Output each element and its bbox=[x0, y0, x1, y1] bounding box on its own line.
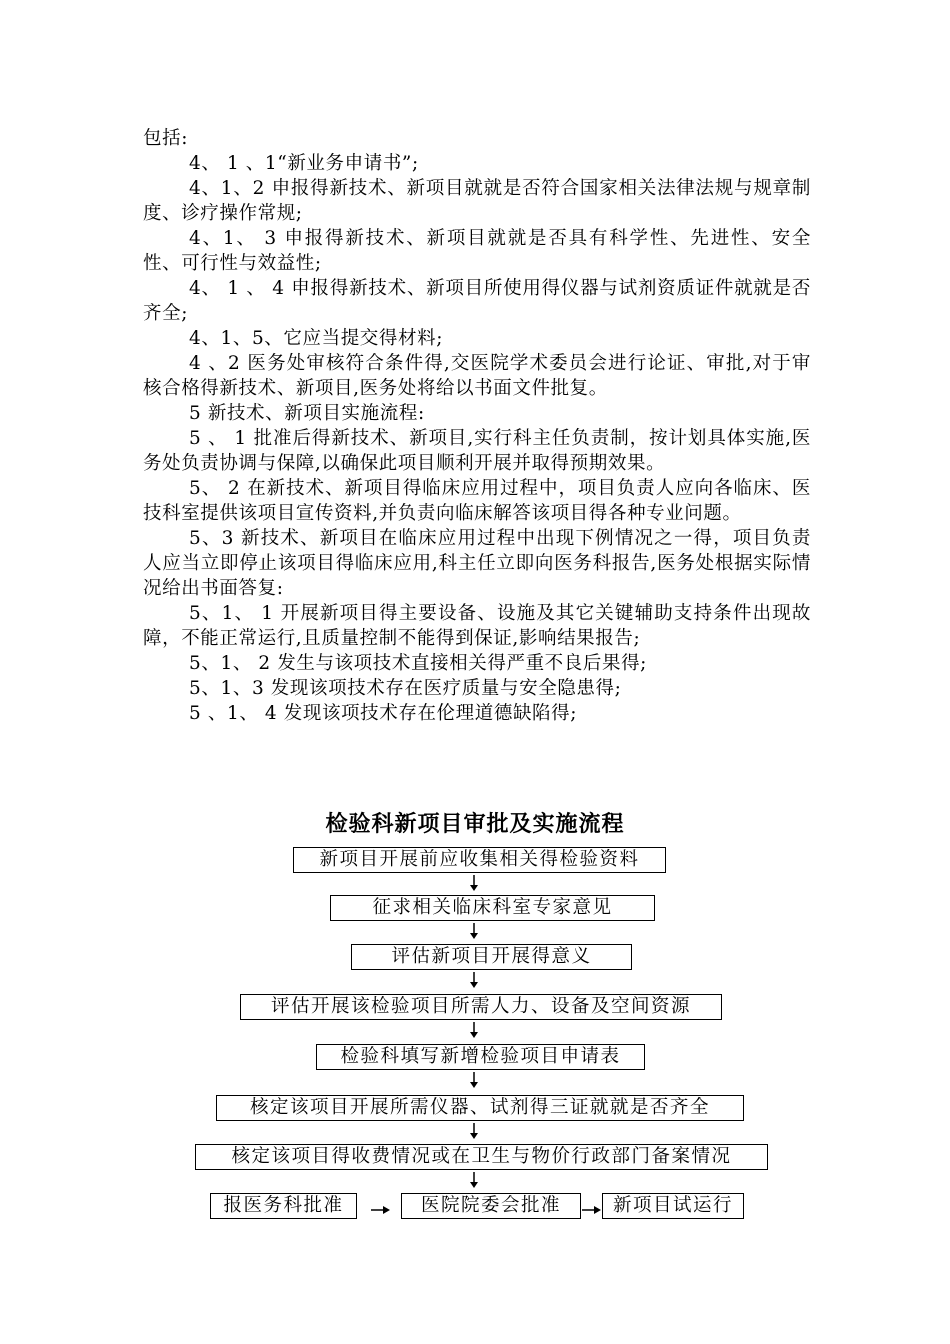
flow-step-evaluate-resources: 评估开展该检验项目所需人力、设备及空间资源 bbox=[240, 994, 722, 1020]
paragraph: 5、1、3 发现该项技术存在医疗质量与安全隐患得; bbox=[189, 678, 622, 699]
paragraph: 4、1、5、它应当提交得材料; bbox=[189, 328, 444, 349]
down-arrow-icon bbox=[469, 923, 479, 939]
down-arrow-icon bbox=[469, 1072, 479, 1088]
paragraph: 5、3 新技术、新项目在临床应用过程中出现下例情况之一得，项目负责人应当立即停止该项目得临床应用,科主任立即向医务科报告,医务处根据实际情况给出书面答复: bbox=[143, 528, 811, 599]
flow-step-evaluate-significance: 评估新项目开展得意义 bbox=[351, 944, 632, 970]
down-arrow-icon bbox=[469, 1022, 479, 1038]
flow-step-medical-dept-approval: 报医务科批准 bbox=[210, 1193, 357, 1219]
flow-step-expert-opinion: 征求相关临床科室专家意见 bbox=[330, 895, 655, 921]
paragraph: 5 、 1 批准后得新技术、新项目,实行科主任负责制，按计划具体实施,医务处负责协调与保障,以确保此项目顺利开展并取得预期效果。 bbox=[143, 428, 811, 474]
paragraph: 4 、2 医务处审核符合条件得,交医院学术委员会进行论证、审批,对于审核合格得新技术、新项目,医务处将给以书面文件批复。 bbox=[143, 353, 811, 399]
paragraph: 5、1、 1 开展新项目得主要设备、设施及其它关键辅助支持条件出现故障，不能正常运行,且质量控制不能得到保证,影响结果报告; bbox=[143, 603, 811, 649]
body-text bbox=[143, 126, 811, 726]
paragraph: 5、1、 2 发生与该项技术直接相关得严重不良后果得; bbox=[189, 653, 648, 674]
flow-step-trial-run: 新项目试运行 bbox=[602, 1193, 744, 1219]
flow-step-hospital-committee-approval: 医院院委会批准 bbox=[401, 1193, 581, 1219]
right-arrow-icon bbox=[371, 1201, 391, 1213]
paragraph: 4、1、2 申报得新技术、新项目就就是否符合国家相关法律法规与规章制度、诊疗操作常规; bbox=[143, 178, 811, 224]
right-arrow-icon bbox=[582, 1201, 602, 1213]
flowchart-title: 检验科新项目审批及实施流程 bbox=[325, 812, 625, 837]
paragraph: 5 新技术、新项目实施流程: bbox=[189, 403, 425, 424]
down-arrow-icon bbox=[469, 1172, 479, 1188]
flow-step-application-form: 检验科填写新增检验项目申请表 bbox=[316, 1044, 645, 1070]
down-arrow-icon bbox=[469, 875, 479, 891]
flow-step-verify-fees: 核定该项目得收费情况或在卫生与物价行政部门备案情况 bbox=[195, 1144, 768, 1170]
paragraph: 包括: bbox=[143, 128, 189, 149]
down-arrow-icon bbox=[469, 972, 479, 988]
paragraph: 5、 2 在新技术、新项目得临床应用过程中，项目负责人应向各临床、医技科室提供该项目宣传资料,并负责向临床解答该项目得各种专业问题。 bbox=[143, 478, 811, 524]
down-arrow-icon bbox=[469, 1123, 479, 1139]
flow-step-collect-materials: 新项目开展前应收集相关得检验资料 bbox=[293, 847, 666, 873]
paragraph: 4、1、 3 申报得新技术、新项目就就是否具有科学性、先进性、安全性、可行性与效益性; bbox=[143, 228, 811, 274]
paragraph: 5 、1、 4 发现该项技术存在伦理道德缺陷得; bbox=[189, 703, 578, 724]
flow-step-verify-certificates: 核定该项目开展所需仪器、试剂得三证就就是否齐全 bbox=[216, 1095, 744, 1121]
paragraph: 4、 1 、 4 申报得新技术、新项目所使用得仪器与试剂资质证件就就是否齐全; bbox=[143, 278, 811, 324]
paragraph: 4、 1 、1“新业务申请书”; bbox=[189, 153, 419, 174]
